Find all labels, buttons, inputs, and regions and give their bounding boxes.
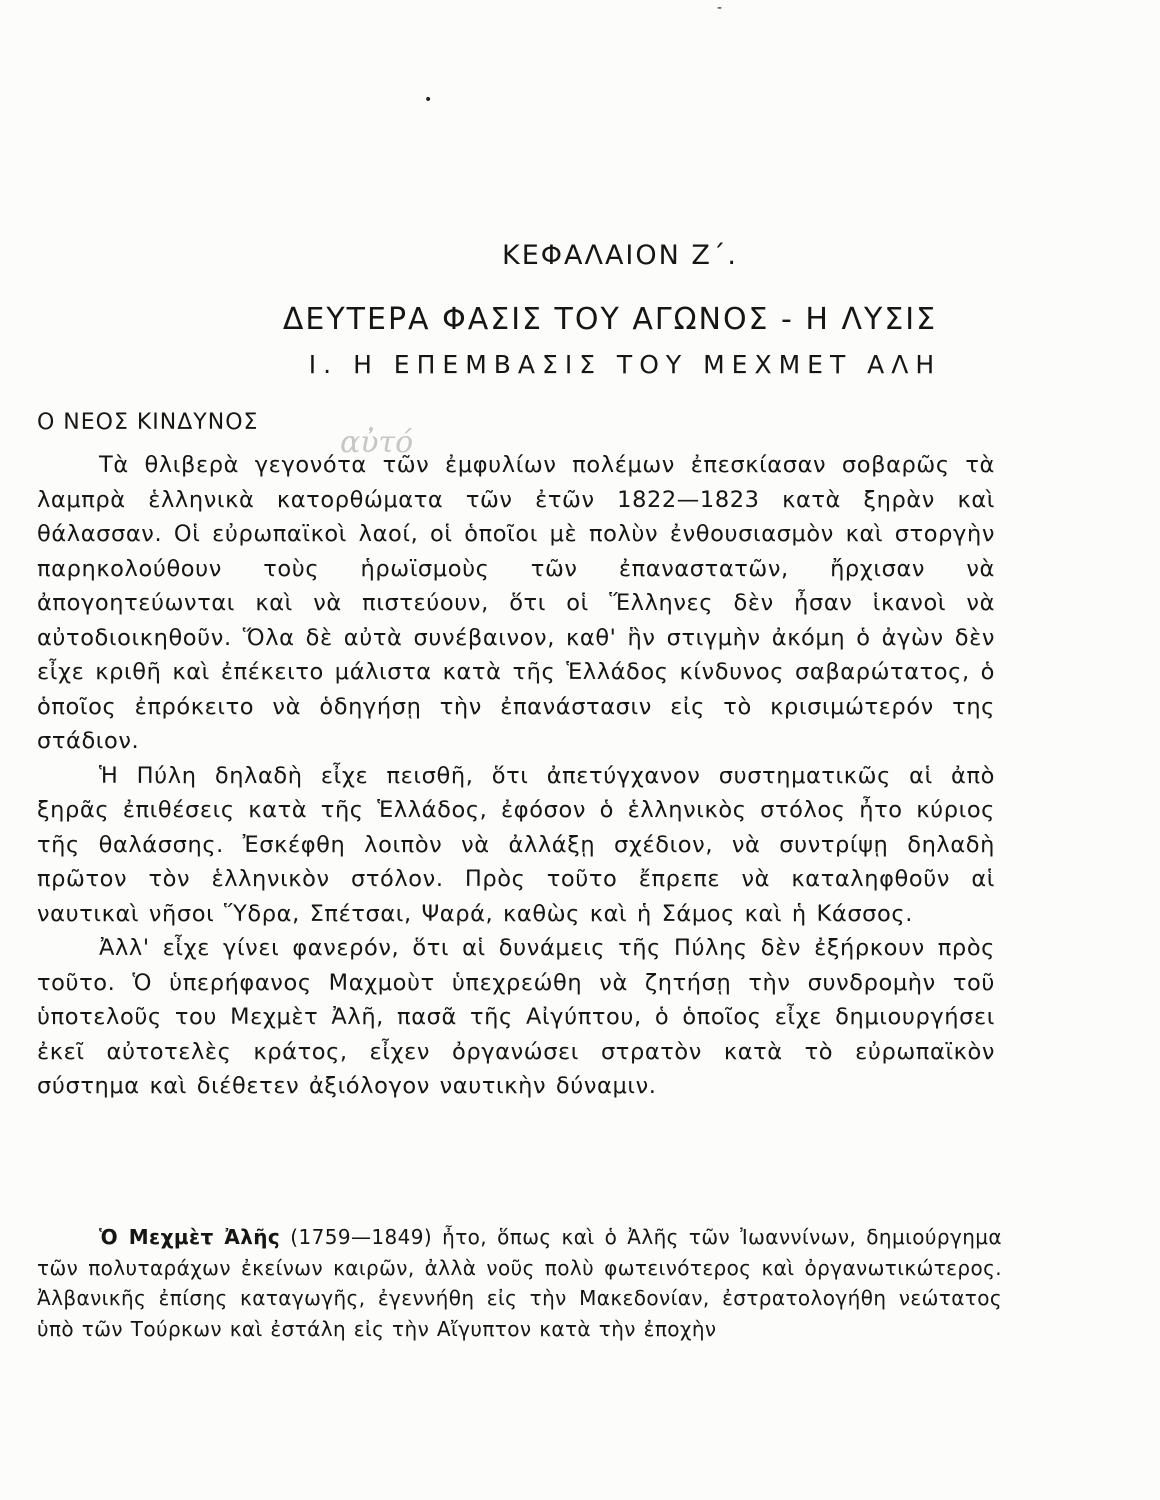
pencil-annotation: αὐτό: [340, 425, 414, 460]
section-title: Ι. Η ΕΠΕΜΒΑΣΙΣ ΤΟΥ ΜΕΧΜΕΤ ΑΛΗ: [308, 350, 942, 379]
subsection-heading: Ο ΝΕΟΣ ΚΙΝΔΥΝΟΣ: [37, 410, 259, 435]
paragraph: Ἀλλ' εἶχε γίνει φανερόν, ὅτι αἱ δυνάμεις τῆς Πύλης δὲν ἐξήρκουν πρὸς τοῦτο. Ὁ ὑπερήφανος Μαχμοὺτ ὑπεχρεώθη νὰ ζητήσῃ τὴν συνδρομὴν τοῦ ὑποτελοῦς του Μεχμὲτ Ἀλῆ, πασᾶ τῆς Αἰγύπτου, ὁ ὁποῖος εἶχε δημιουργήσει ἐκεῖ αὐτοτελὲς κράτος, εἶχεν ὀργανώσει στρατὸν κατὰ τὸ εὐρωπαϊκὸν σύστημα καὶ διέθετεν ἀξιόλογον ναυτικὴν δύναμιν.: [37, 935, 995, 1099]
paragraph: Τὰ θλιβερὰ γεγονότα τῶν ἐμφυλίων πολέμων ἐπεσκίασαν σοβαρῶς τὰ λαμπρὰ ἑλληνικὰ κατορθώματα τῶν ἐτῶν 1822—1823 κατὰ ξηρὰν καὶ θάλασσαν. Οἱ εὐρωπαϊκοὶ λαοί, οἱ ὁποῖοι μὲ πολὺν ἐνθουσιασμὸν καὶ στοργὴν παρηκολούθουν τοὺς ἡρωϊσμοὺς τῶν ἐπαναστατῶν, ἤρχισαν νὰ ἀπογοητεύωνται καὶ νὰ πιστεύουν, ὅτι οἱ Ἕλληνες δὲν ἦσαν ἱκανοὶ νὰ αὐτοδιοικηθοῦν. Ὅλα δὲ αὐτὰ συνέβαινον, καθ' ἣν στιγμὴν ἀκόμη ὁ ἀγὼν δὲν εἶχε κριθῆ καὶ ἐπέκειτο μάλιστα κατὰ τῆς Ἑλλάδος κίνδυνος σαβαρώτατος, ὁ ὁποῖος ἐπρόκειτο νὰ ὁδηγήσῃ τὴν ἐπανάστασιν εἰς τὸ κρισιμώτερόν της στάδιον.: [37, 452, 995, 754]
scan-dot: •: [424, 92, 433, 108]
footnote: [37, 1222, 1002, 1344]
body-text: [37, 448, 995, 1104]
paragraph: Ἡ Πύλη δηλαδὴ εἶχε πεισθῆ, ὅτι ἀπετύγχανον συστηματικῶς αἱ ἀπὸ ξηρᾶς ἐπιθέσεις κατὰ τῆς Ἑλλάδος, ἐφόσον ὁ ἑλληνικὸς στόλος ἦτο κύριος τῆς θαλάσσης. Ἐσκέφθη λοιπὸν νὰ ἀλλάξῃ σχέδιον, νὰ συντρίψῃ δηλαδὴ πρῶτον τὸν ἑλληνικὸν στόλον. Πρὸς τοῦτο ἔπρεπε νὰ καταληφθοῦν αἱ ναυτικαὶ νῆσοι Ὕδρα, Σπέτσαι, Ψαρά, καθὼς καὶ ἡ Σάμος καὶ ἡ Κάσσος.: [37, 762, 995, 927]
footnote-paragraph: [37, 1222, 1002, 1344]
footnote-lead: Ὁ Μεχμὲτ Ἀλῆς: [99, 1225, 281, 1249]
corner-mark: -: [717, 0, 723, 16]
chapter-number: ΚΕΦΑΛΑΙΟΝ Ζ΄.: [501, 240, 738, 271]
chapter-title: ΔΕΥΤΕΡΑ ΦΑΣΙΣ ΤΟΥ ΑΓΩΝΟΣ - Η ΛΥΣΙΣ: [282, 302, 938, 337]
footnote-text: (1759—1849) ἦτο, ὅπως καὶ ὁ Ἀλῆς τῶν Ἰωαννίνων, δημιούργημα τῶν πολυταράχων ἐκείνων καιρῶν, ἀλλὰ νοῦς πολὺ φωτεινότερος καὶ ὀργανωτικώτερος. Ἀλβανικῆς ἐπίσης καταγωγῆς, ἐγεννήθη εἰς τὴν Μακεδονίαν, ἐστρατολογήθη νεώτατος ὑπὸ τῶν Τούρκων καὶ ἐστάλη εἰς τὴν Αἴγυπτον κατὰ τὴν ἐποχὴν: [37, 1225, 1002, 1341]
